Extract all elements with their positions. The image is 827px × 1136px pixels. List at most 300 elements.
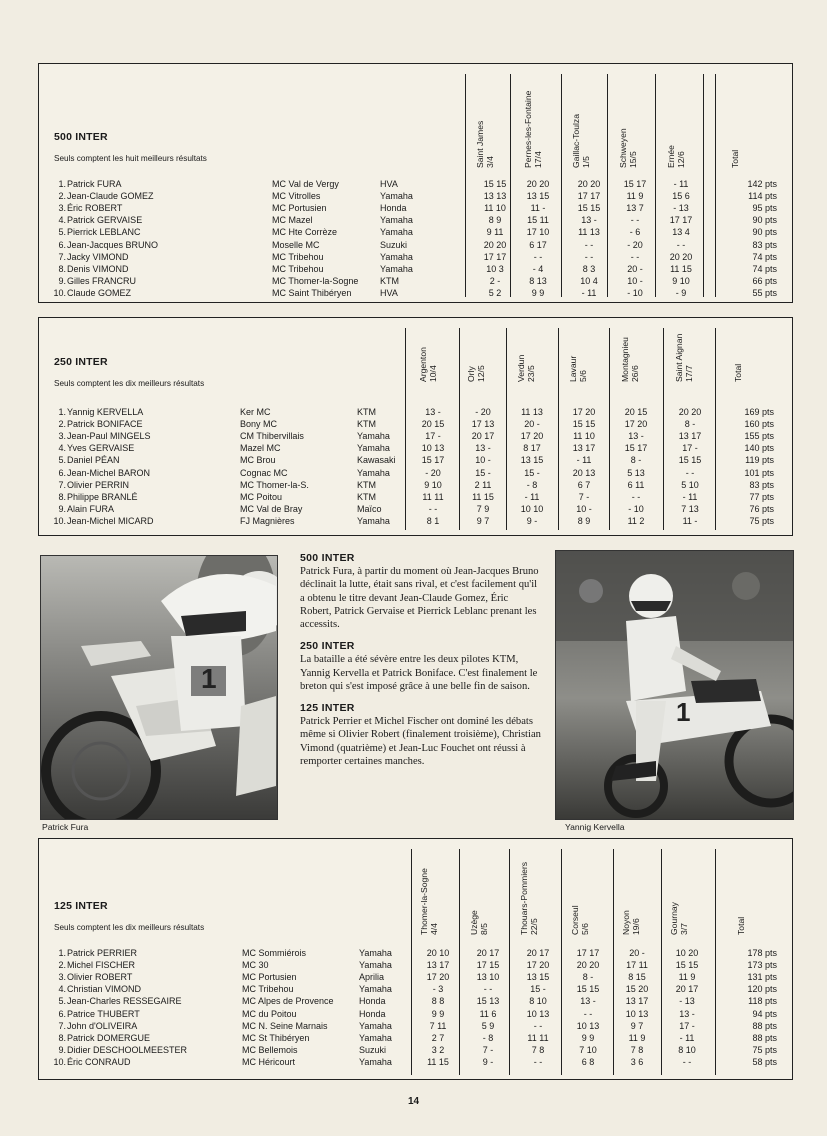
rank: 10. xyxy=(53,1056,66,1067)
rider-name: Jean-Jacques BRUNO xyxy=(67,239,159,250)
total-points: 160 pts xyxy=(744,419,774,430)
table-row xyxy=(39,995,792,1007)
rider-name: Patrick GERVAISE xyxy=(67,215,143,226)
club: MC Tribehou xyxy=(272,251,324,262)
heat-scores: - - xyxy=(676,239,686,250)
heat-scores: 8 15 xyxy=(628,972,646,983)
motorcycle: Yamaha xyxy=(380,191,413,202)
caption-left: Patrick Fura xyxy=(42,822,89,832)
rank: 8. xyxy=(58,491,66,502)
table-row xyxy=(39,239,792,251)
heat-scores: 11 11 xyxy=(422,491,444,502)
heat-scores: - 11 xyxy=(524,491,540,502)
rider-name: Christian VIMOND xyxy=(67,984,142,995)
heat-scores: 13 17 xyxy=(572,443,596,454)
heat-scores: - - xyxy=(583,1008,593,1019)
club: MC Portusien xyxy=(242,972,297,983)
total-points: 75 pts xyxy=(752,1044,777,1055)
rider-name: Claude GOMEZ xyxy=(67,287,132,298)
heat-scores: 10 - xyxy=(627,275,643,286)
heat-scores: 20 20 xyxy=(576,960,600,971)
heat-scores: - 11 xyxy=(581,287,597,298)
rider-name: Yannig KERVELLA xyxy=(67,407,144,417)
heat-scores: 9 9 xyxy=(431,1008,445,1019)
table-row xyxy=(39,251,792,263)
heat-scores: 15 - xyxy=(475,467,491,478)
heat-scores: 13 15 xyxy=(526,191,550,202)
rank: 4. xyxy=(58,984,66,995)
heat-scores: - 3 xyxy=(432,984,444,995)
heat-scores: 13 - xyxy=(628,431,644,442)
table-row xyxy=(39,287,792,299)
club: CM Thibervillais xyxy=(240,431,304,442)
heat-scores: 11 - xyxy=(530,203,546,214)
heat-scores: 11 9 xyxy=(628,1032,646,1043)
column-header: Ernée 12/6 xyxy=(666,145,686,168)
heat-scores: 8 8 xyxy=(431,996,445,1007)
column-header: Saint Aignan 17/7 xyxy=(674,333,694,382)
table-subtitle: Seuls comptent les dix meilleurs résultats xyxy=(54,923,205,932)
heat-scores: 10 4 xyxy=(580,275,598,286)
heat-scores: 11 10 xyxy=(573,431,595,442)
heat-scores: 11 9 xyxy=(626,191,644,202)
column-header: Gournay 3/7 xyxy=(669,902,689,935)
heat-scores: 20 - xyxy=(629,948,645,958)
table-row xyxy=(39,503,792,515)
total-points: 58 pts xyxy=(752,1056,777,1067)
rider-name: Alain FURA xyxy=(67,503,115,514)
table-row xyxy=(39,275,792,287)
column-header: Uzège 8/5 xyxy=(469,910,489,935)
heat-scores: 11 10 xyxy=(484,203,506,214)
heat-scores: 13 7 xyxy=(626,203,644,214)
total-points: 101 pts xyxy=(744,467,774,478)
heat-scores: - - xyxy=(682,1056,692,1067)
motorcycle: Yamaha xyxy=(357,431,390,442)
column-header: Orly 12/5 xyxy=(466,365,486,382)
total-points: 155 pts xyxy=(744,431,774,442)
rider-name: Didier DESCHOOLMEESTER xyxy=(67,1044,188,1055)
heat-scores: 20 20 xyxy=(669,251,693,262)
total-points: 74 pts xyxy=(752,263,777,274)
column-header: Argenton 10/4 xyxy=(418,347,438,382)
motorcycle: Honda xyxy=(380,203,407,214)
heat-scores: 3 2 xyxy=(431,1044,445,1055)
article-heading: 250 INTER xyxy=(300,640,355,653)
table-row xyxy=(39,406,792,418)
rank: 6. xyxy=(58,467,66,478)
table-row xyxy=(39,202,792,214)
article-paragraph: La bataille a été sévère entre les deux pilotes KTM, Yannig Kervella et Patrick Boniface. C'est finalement le breton qui s'est imposé grâce à une belle fin de saison. xyxy=(300,654,538,692)
caption-right: Yannig Kervella xyxy=(565,822,625,832)
heat-scores: 17 20 xyxy=(572,407,596,417)
heat-scores: 9 11 xyxy=(486,227,504,238)
heat-scores: 7 8 xyxy=(531,1044,545,1055)
total-points: 169 pts xyxy=(744,407,774,417)
table-row xyxy=(39,983,792,995)
heat-scores: 20 17 xyxy=(526,948,550,958)
heat-scores: 11 11 xyxy=(527,1032,549,1043)
rider-name: Denis VIMOND xyxy=(67,263,129,274)
motorcycle: KTM xyxy=(380,275,399,286)
motorcycle: Suzuki xyxy=(359,1044,387,1055)
heat-scores: - 8 xyxy=(526,479,538,490)
heat-scores: 9 9 xyxy=(531,287,545,298)
heat-scores: - 8 xyxy=(482,1032,494,1043)
column-header: Verdun 23/5 xyxy=(516,354,536,382)
heat-scores: 8 - xyxy=(630,455,642,466)
club: MC Portusien xyxy=(272,203,327,214)
rank: 1. xyxy=(58,179,66,189)
motorcycle: Yamaha xyxy=(357,467,390,478)
heat-scores: - - xyxy=(483,984,493,995)
total-points: 88 pts xyxy=(752,1032,777,1043)
heat-scores: 11 6 xyxy=(479,1008,497,1019)
total-points: 131 pts xyxy=(747,972,777,983)
club: Bony MC xyxy=(240,419,278,430)
total-points: 76 pts xyxy=(749,503,774,514)
heat-scores: 15 17 xyxy=(623,179,647,189)
plate-number-right: 1 xyxy=(676,697,691,727)
heat-scores: 8 - xyxy=(582,972,594,983)
rider-name: Jean-Michel MICARD xyxy=(67,515,154,526)
table-row xyxy=(39,226,792,238)
column-header: Pernes-les-Fontaine 17/4 xyxy=(523,90,543,168)
heat-scores: - 6 xyxy=(629,227,641,238)
total-points: 75 pts xyxy=(749,515,774,526)
heat-scores: - 20 xyxy=(475,407,491,417)
heat-scores: 17 - xyxy=(679,1020,695,1031)
heat-scores: 15 15 xyxy=(675,960,699,971)
club: MC Mazel xyxy=(272,215,313,226)
motorcycle: Yamaha xyxy=(359,1032,392,1043)
heat-scores: 13 - xyxy=(425,407,441,417)
heat-scores: 11 9 xyxy=(678,972,696,983)
article-paragraph: Patrick Perrier et Michel Fischer ont dominé les débats même si Olivier Robert (finalement troisième), Christian Vimond (quatrième) et Jean-Luc Fouchet ont réussi à remporter certaines manches. xyxy=(300,716,541,767)
heat-scores: 15 15 xyxy=(572,419,596,430)
heat-scores: 13 17 xyxy=(625,996,649,1007)
motorcycle: Suzuki xyxy=(380,239,408,250)
total-points: 88 pts xyxy=(752,1020,777,1031)
heat-scores: 8 17 xyxy=(523,443,541,454)
heat-scores: 17 20 xyxy=(520,431,544,442)
heat-scores: 17 20 xyxy=(624,419,648,430)
heat-scores: 20 15 xyxy=(421,419,445,430)
heat-scores: 11 13 xyxy=(521,407,543,417)
heat-scores: 15 15 xyxy=(577,203,601,214)
heat-scores: 15 15 xyxy=(483,179,507,189)
table-row xyxy=(39,1056,792,1068)
heat-scores: 15 - xyxy=(530,984,546,995)
heat-scores: 10 13 xyxy=(576,1020,600,1031)
club: MC Poitou xyxy=(240,491,283,502)
heat-scores: - 11 xyxy=(673,179,689,189)
heat-scores: 6 8 xyxy=(581,1056,595,1067)
motorcycle: Yamaha xyxy=(357,443,390,454)
rider-name: Jean-Michel BARON xyxy=(67,467,151,478)
heat-scores: - 11 xyxy=(679,1032,695,1043)
club: Moselle MC xyxy=(272,239,320,250)
column-header: Lavaur 5/6 xyxy=(568,355,588,382)
heat-scores: 17 17 xyxy=(483,251,507,262)
club: MC Tribehou xyxy=(242,984,294,995)
heat-scores: 15 15 xyxy=(576,984,600,995)
heat-scores: 13 13 xyxy=(483,191,507,202)
article-heading: 500 INTER xyxy=(300,552,355,564)
club: MC Sommiérois xyxy=(242,948,307,958)
rider-name: Jacky VIMOND xyxy=(67,251,129,262)
heat-scores: 9 7 xyxy=(630,1020,644,1031)
total-points: 118 pts xyxy=(748,996,777,1007)
motorcycle: KTM xyxy=(357,479,376,490)
total-points: 173 pts xyxy=(747,960,777,971)
heat-scores: 13 - xyxy=(475,443,491,454)
rank: 8. xyxy=(58,1032,66,1043)
rider-name: Philippe BRANLÉ xyxy=(67,491,138,502)
table-row xyxy=(39,959,792,971)
rider-name: Jean-Paul MINGELS xyxy=(67,431,151,442)
heat-scores: 20 13 xyxy=(572,467,596,478)
rider-name: Yves GERVAISE xyxy=(67,443,135,454)
rank: 1. xyxy=(58,407,66,417)
club: Mazel MC xyxy=(240,443,281,454)
heat-scores: 17 15 xyxy=(476,960,500,971)
heat-scores: 7 - xyxy=(482,1044,494,1055)
rider-name: John d'OLIVEIRA xyxy=(67,1020,138,1031)
club: MC Brou xyxy=(240,455,276,466)
rank: 4. xyxy=(58,215,66,226)
results-table-125 xyxy=(38,838,793,1080)
motorcycle: Yamaha xyxy=(380,227,413,238)
column-header: Total xyxy=(730,149,740,168)
rank: 7. xyxy=(58,479,66,490)
heat-scores: - - xyxy=(630,215,640,226)
heat-scores: 17 13 xyxy=(471,419,495,430)
table-row xyxy=(39,418,792,430)
heat-scores: 13 4 xyxy=(672,227,690,238)
heat-scores: - 13 xyxy=(679,996,695,1007)
club: MC Thomer-la-Sogne xyxy=(272,275,359,286)
heat-scores: 3 6 xyxy=(630,1056,644,1067)
heat-scores: 20 20 xyxy=(526,179,550,189)
club: MC Alpes de Provence xyxy=(242,996,334,1007)
rider-name: Daniel PÉAN xyxy=(67,455,120,466)
heat-scores: 15 15 xyxy=(678,455,702,466)
table-title: 250 INTER xyxy=(54,356,108,368)
article-text xyxy=(300,552,542,777)
motorcycle: Yamaha xyxy=(359,1020,392,1031)
heat-scores: - - xyxy=(428,503,438,514)
heat-scores: 9 10 xyxy=(672,275,690,286)
heat-scores: 17 10 xyxy=(526,227,550,238)
total-points: 66 pts xyxy=(752,275,777,286)
motorcycle: Yamaha xyxy=(359,960,392,971)
heat-scores: 9 7 xyxy=(476,515,490,526)
heat-scores: 17 20 xyxy=(526,960,550,971)
rank: 3. xyxy=(58,431,66,442)
table-title: 500 INTER xyxy=(54,131,108,143)
total-points: 95 pts xyxy=(752,203,777,214)
heat-scores: 5 2 xyxy=(488,287,502,298)
column-header: Noyon 19/6 xyxy=(621,910,641,935)
club: Cognac MC xyxy=(240,467,288,478)
heat-scores: 11 2 xyxy=(627,515,645,526)
rider-name: Patrick PERRIER xyxy=(67,948,138,958)
heat-scores: - 4 xyxy=(532,263,544,274)
total-points: 178 pts xyxy=(747,948,777,958)
heat-scores: 11 13 xyxy=(578,227,600,238)
heat-scores: - - xyxy=(533,1056,543,1067)
heat-scores: 15 - xyxy=(524,467,540,478)
heat-scores: 13 15 xyxy=(526,972,550,983)
table-row xyxy=(39,214,792,226)
heat-scores: - - xyxy=(584,239,594,250)
motorcycle: Yamaha xyxy=(359,984,392,995)
motorcycle: KTM xyxy=(357,491,376,502)
rank: 7. xyxy=(58,1020,66,1031)
heat-scores: - 9 xyxy=(675,287,687,298)
heat-scores: 10 13 xyxy=(421,443,445,454)
table-row xyxy=(39,515,792,527)
rider-name: Patrick BONIFACE xyxy=(67,419,143,430)
heat-scores: 8 9 xyxy=(577,515,591,526)
rider-name: Pierrick LEBLANC xyxy=(67,227,141,238)
column-header: Thouars-Pommiers 22/5 xyxy=(519,861,539,935)
heat-scores: 10 13 xyxy=(625,1008,649,1019)
heat-scores: - 10 xyxy=(627,287,643,298)
total-points: 94 pts xyxy=(752,1008,777,1019)
table-row xyxy=(39,947,792,959)
heat-scores: - 11 xyxy=(576,455,592,466)
heat-scores: 9 10 xyxy=(424,479,442,490)
heat-scores: 20 17 xyxy=(471,431,495,442)
heat-scores: - - xyxy=(685,467,695,478)
table-row xyxy=(39,454,792,466)
motorcycle: KTM xyxy=(357,419,376,430)
heat-scores: - - xyxy=(533,1020,543,1031)
motorcycle: Maïco xyxy=(357,503,382,514)
motorcycle: HVA xyxy=(380,179,398,189)
table-row xyxy=(39,491,792,503)
heat-scores: - 10 xyxy=(628,503,644,514)
rank: 2. xyxy=(58,419,66,430)
heat-scores: 5 9 xyxy=(481,1020,495,1031)
plate-number-left: 1 xyxy=(201,663,217,694)
heat-scores: 20 20 xyxy=(678,407,702,417)
heat-scores: 2 7 xyxy=(431,1032,445,1043)
heat-scores: 15 6 xyxy=(672,191,690,202)
heat-scores: 17 17 xyxy=(576,948,600,958)
motorcycle: Honda xyxy=(359,996,386,1007)
rank: 6. xyxy=(58,1008,66,1019)
heat-scores: 5 13 xyxy=(627,467,645,478)
heat-scores: 8 10 xyxy=(678,1044,696,1055)
heat-scores: 13 15 xyxy=(520,455,544,466)
heat-scores: 7 10 xyxy=(579,1044,597,1055)
heat-scores: 6 7 xyxy=(577,479,591,490)
article-paragraph: Patrick Fura, à partir du moment où Jean-Jacques Bruno déclinait la lutte, était sans rival, et c'est facilement qu'il a obtenu le titre devant Jean-Claude Gomez, Éric Robert, Patrick Gervaise et Pierrick Leblanc prenant les accessits. xyxy=(300,566,539,631)
table-row xyxy=(39,442,792,454)
club: FJ Magnières xyxy=(240,515,295,526)
heat-scores: 8 - xyxy=(684,419,696,430)
rank: 10. xyxy=(53,515,66,526)
rank: 3. xyxy=(58,972,66,983)
heat-scores: 13 - xyxy=(580,996,596,1007)
heat-scores: 20 15 xyxy=(624,407,648,417)
motorcycle: Honda xyxy=(359,1008,386,1019)
total-points: 142 pts xyxy=(747,179,777,189)
results-table-500 xyxy=(38,63,793,303)
heat-scores: 13 - xyxy=(581,215,597,226)
motorcycle: Kawasaki xyxy=(357,455,396,466)
table-row xyxy=(39,263,792,275)
heat-scores: 9 - xyxy=(526,515,538,526)
column-header: Thomer-la-Sogne 4/4 xyxy=(419,868,439,935)
rank: 4. xyxy=(58,443,66,454)
rank: 5. xyxy=(58,455,66,466)
table-row xyxy=(39,1032,792,1044)
total-points: 120 pts xyxy=(747,984,777,995)
total-points: 119 pts xyxy=(745,455,774,466)
table-title: 125 INTER xyxy=(54,900,108,912)
heat-scores: 20 - xyxy=(627,263,643,274)
table-row xyxy=(39,178,792,190)
rank: 8. xyxy=(58,263,66,274)
heat-scores: 15 11 xyxy=(527,215,549,226)
heat-scores: 6 17 xyxy=(529,239,547,250)
rank: 9. xyxy=(58,275,66,286)
rank: 10. xyxy=(53,287,66,298)
club: MC Val de Vergy xyxy=(272,179,339,189)
heat-scores: - - xyxy=(630,251,640,262)
club: MC 30 xyxy=(242,960,269,971)
club: MC N. Seine Marnais xyxy=(242,1020,328,1031)
heat-scores: 10 3 xyxy=(486,263,504,274)
article-heading: 125 INTER xyxy=(300,702,355,715)
motorcycle: Yamaha xyxy=(359,948,392,958)
heat-scores: 10 10 xyxy=(520,503,544,514)
heat-scores: 8 10 xyxy=(529,996,547,1007)
table-subtitle: Seuls comptent les huit meilleurs résultats xyxy=(54,154,207,163)
rank: 2. xyxy=(58,960,66,971)
heat-scores: 10 20 xyxy=(675,948,699,958)
rank: 5. xyxy=(58,227,66,238)
heat-scores: 10 13 xyxy=(526,1008,550,1019)
rank: 6. xyxy=(58,239,66,250)
heat-scores: 2 11 xyxy=(474,479,492,490)
heat-scores: 7 13 xyxy=(681,503,699,514)
heat-scores: 13 17 xyxy=(426,960,450,971)
total-points: 83 pts xyxy=(752,239,777,250)
rider-name: Éric CONRAUD xyxy=(67,1056,131,1067)
table-row xyxy=(39,1020,792,1032)
total-points: 83 pts xyxy=(749,479,774,490)
heat-scores: 20 - xyxy=(524,419,540,430)
total-points: 114 pts xyxy=(748,191,777,202)
heat-scores: 17 20 xyxy=(426,972,450,983)
heat-scores: 17 - xyxy=(425,431,441,442)
club: MC Héricourt xyxy=(242,1056,296,1067)
heat-scores: 20 20 xyxy=(577,179,601,189)
motorcycle: Yamaha xyxy=(380,215,413,226)
column-header: Gaillac-Toulza 1/5 xyxy=(571,114,591,168)
total-points: 90 pts xyxy=(752,215,777,226)
column-header: Corseul 5/6 xyxy=(570,905,590,935)
column-header: Total xyxy=(733,363,743,382)
table-row xyxy=(39,430,792,442)
rank: 3. xyxy=(58,203,66,214)
heat-scores: 17 17 xyxy=(577,191,601,202)
